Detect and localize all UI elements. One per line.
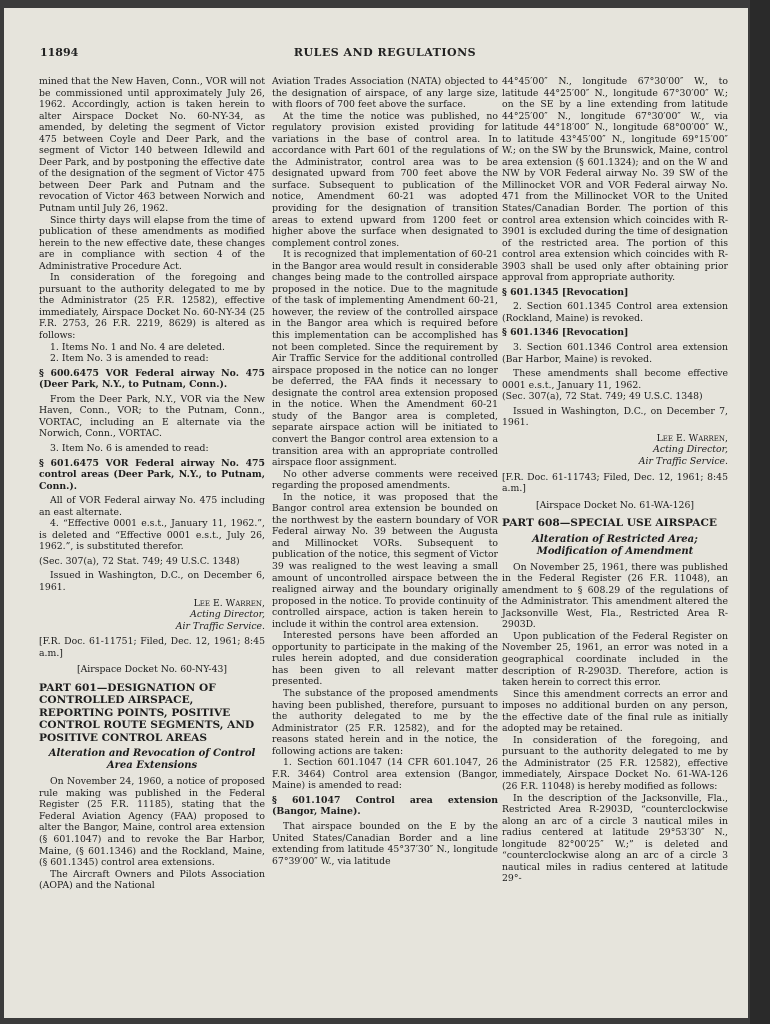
- part-heading: PART 608—SPECIAL USE AIRSPACE: [502, 517, 717, 530]
- section-heading: § 601.1345 [Revocation]: [502, 286, 629, 298]
- column-left: [39, 76, 265, 892]
- scan-edge: [750, 0, 770, 1024]
- docket-number: [Airspace Docket No. 61-WA-126]: [535, 499, 695, 511]
- signature-title: Acting Director,: [653, 444, 728, 456]
- citation: (Sec. 307(a), 72 Stat. 749; 49 U.S.C. 1348): [502, 391, 703, 403]
- part-heading: PART 601—DESIGNATION OF CONTROLLED AIRSPACE, REPORTING POINTS, POSITIVE CONTROL ROUTE SEGMENTS, AND POSITIVE CONTROL AREAS: [39, 681, 255, 744]
- paragraph: It is recognized that implementation of 60-21 in the Bangor area would result in considerable changes being made to the controlled airspace proposed in the notice. Due to the magnitude of the task of implementing Amendment 60-21, however, the review of the controlled airspace in the Bangor area which is required before this implementation can be accomplished has not been completed. Since the requirement by Air Traffic Service for the additional controlled airspace proposed in the notice can no longer be deferred, the FAA finds it necessary to designate the control area extension proposed in the notice. When the Amendment 60-21 study of the Bangor area is completed, separate airspace action will be initiated to convert the Bangor control area extension to a transition area with an appropriate controlled airspace floor assignment.: [272, 249, 498, 469]
- issued-line: Issued in Washington, D.C., on December 7, 1961.: [502, 405, 728, 429]
- running-head: RULES AND REGULATIONS: [293, 46, 477, 59]
- signature-office: Air Traffic Service.: [638, 455, 728, 467]
- signature-name: Lee E. Warren,: [656, 432, 728, 444]
- page: [4, 8, 748, 1018]
- paragraph: Since this amendment corrects an error and imposes no additional burden on any person, the effective date of the final rule as initially adopted may be retained.: [502, 688, 728, 735]
- paragraph: Since thirty days will elapse from the time of publication of these amendments as modified herein to the new effective date, these changes are in compliance with section 4 of the Administrative Procedure Act.: [39, 214, 265, 272]
- section-heading: § 601.1047 Control area extension (Bangor, Maine).: [272, 794, 498, 818]
- paragraph: These amendments shall become effective 0001 e.s.t., January 11, 1962.: [502, 368, 728, 391]
- citation: (Sec. 307(a), 72 Stat. 749; 49 U.S.C. 1348): [39, 555, 240, 567]
- page-number: 11894: [40, 46, 79, 59]
- section-heading: § 601.6475 VOR Federal airway No. 475 control areas (Deer Park, N.Y., to Putnam, Conn.).: [39, 457, 265, 492]
- paragraph: 3. Section 601.1346 Control area extension (Bar Harbor, Maine) is revoked.: [502, 342, 728, 365]
- paragraph: That airspace bounded on the E by the United States/Canadian Border and a line extending from latitude 45°37′30″ N., longitude 67°39′00″ W., via latitude: [272, 821, 498, 867]
- fr-doc-note: [F.R. Doc. 61-11743; Filed, Dec. 12, 1961; 8:45 a.m.]: [502, 471, 728, 495]
- column-middle: [272, 76, 498, 867]
- subheading: Alteration of Restricted Area; Modification of Amendment: [532, 533, 698, 557]
- section-heading: § 601.1346 [Revocation]: [502, 327, 629, 339]
- list-item: 4. “Effective 0001 e.s.t., January 11, 1962.”, is deleted and “Effective 0001 e.s.t., July 26, 1962.”, is substituted therefor.: [39, 518, 265, 553]
- paragraph: Interested persons have been afforded an opportunity to participate in the making of the rules herein adopted, and due consideration has been given to all relevant matter presented.: [272, 630, 498, 688]
- signature-title: Acting Director,: [190, 609, 265, 621]
- section-heading: § 600.6475 VOR Federal airway No. 475 (Deer Park, N.Y., to Putnam, Conn.).: [39, 367, 265, 391]
- page-header: [40, 46, 730, 62]
- paragraph: In consideration of the foregoing and pursuant to the authority delegated to me by the Administrator (25 F.R. 12582), effective immediately, Airspace Docket No. 60-NY-34 (25 F.R. 2753, 26 F.R. 2219, 8629) is altered as follows:: [39, 272, 265, 342]
- paragraph: From the Deer Park, N.Y., VOR via the New Haven, Conn., VOR; to the Putnam, Conn., VORTAC, including an E alternate via the Norwich, Conn., VORTAC.: [39, 393, 265, 440]
- paragraph: 1. Section 601.1047 (14 CFR 601.1047, 26 F.R. 3464) Control area extension (Bangor, Maine) is amended to read:: [272, 757, 498, 792]
- fr-doc-note: [F.R. Doc. 61-11751; Filed, Dec. 12, 1961; 8:45 a.m.]: [39, 636, 265, 659]
- docket-number: [Airspace Docket No. 60-NY-43]: [76, 664, 228, 676]
- list-item: 2. Item No. 3 is amended to read:: [50, 353, 209, 365]
- list-item: 3. Item No. 6 is amended to read:: [50, 442, 209, 454]
- paragraph: Upon publication of the Federal Register on November 25, 1961, an error was noted in a geographical coordinate included in the description of R-2903D. Therefore, action is taken herein to correct this error.: [502, 630, 728, 689]
- paragraph: At the time the notice was published, no regulatory provision existed providing for variations in the base of control area. In accordance with Part 601 of the regulations of the Administrator, control area was to be designated upward from 700 feet above the surface. Subsequent to publication of the notice, Amendment 60-21 was adopted providing for the designation of transition areas to extend upward from 1200 feet or higher above the surface when designated to complement control zones.: [272, 110, 498, 249]
- paragraph: In the notice, it was proposed that the Bangor control area extension be bounded on the northwest by the eastern boundary of VOR Federal airway No. 39 between the Augusta and Millinocket VORs. Subsequent to publication of the notice, this segment of Victor 39 was realigned to the west leaving a small amount of uncontrolled airspace between the realigned airway and the boundary originally proposed in the notice. To provide continuity of controlled airspace, action is taken herein to include it within the control area extension.: [272, 491, 498, 630]
- list-item: 1. Items No. 1 and No. 4 are deleted.: [50, 341, 225, 353]
- paragraph: The Aircraft Owners and Pilots Association (AOPA) and the National: [39, 868, 265, 892]
- signature-office: Air Traffic Service.: [175, 620, 265, 632]
- paragraph: In the description of the Jacksonville, Fla., Restricted Area R-2903D, “counterclockwise along an arc of a circle 3 nautical miles in radius centered at latitude 29°53′30″ N., longitude 82°00′25″ W.;” is deleted and “counterclockwise along an arc of a circle 3 nautical miles in radius centered at latitude 29°-: [502, 792, 728, 885]
- paragraph: All of VOR Federal airway No. 475 including an east alternate.: [39, 495, 265, 518]
- issued-line: Issued in Washington, D.C., on December 6, 1961.: [39, 570, 265, 593]
- paragraph: On November 24, 1960, a notice of proposed rule making was published in the Federal Register (25 F.R. 11185), stating that the Federal Aviation Agency (FAA) proposed to alter the Bangor, Maine, control area extension (§ 601.1047) and to revoke the Bar Harbor, Maine, (§ 601.1346) and the Rockland, Maine, (§ 601.1345) control area extensions.: [39, 776, 265, 869]
- signature-name: Lee E. Warren,: [193, 597, 265, 609]
- paragraph: 44°45′00″ N., longitude 67°30′00″ W., to latitude 44°25′00″ N., longitude 67°30′00″ W.; on the SE by a line extending from latitude 44°25′00″ N., longitude 67°30′00″ W., via latitude 44°18′00″ N., longitude 68°00′00″ W., to latitude 43°45′00″ N., longitude 69°15′00″ W.; on the SW by the Brunswick, Maine, control area extension (§ 601.1324); and on the W and NW by VOR Federal airway No. 39 SW of the Millinocket VOR and VOR Federal airway No. 471 from the Millinocket VOR to the United States/Canadian Border. The portion of this control area extension which coincides with R-3901 is excluded during the time of designation of the restricted area. The portion of this control area extension which coincides with R-3903 shall be used only after obtaining prior approval from appropriate authority.: [502, 76, 728, 284]
- paragraph: The substance of the proposed amendments having been published, therefore, pursuant to the authority delegated to me by the Administrator (25 F.R. 12582), and for the reasons stated herein and in the notice, the following actions are taken:: [272, 687, 498, 757]
- paragraph: Aviation Trades Association (NATA) objected to the designation of airspace, of any large size, with floors of 700 feet above the surface.: [272, 76, 498, 111]
- paragraph: In consideration of the foregoing, and pursuant to the authority delegated to me by the Administrator (25 F.R. 12582), effective immediately, Airspace Docket No. 61-WA-126 (26 F.R. 11048) is hereby modified as follows:: [502, 734, 728, 793]
- paragraph: On November 25, 1961, there was published in the Federal Register (26 F.R. 11048), an amendment to § 608.29 of the regulations of the Administrator. This amendment altered the Jacksonville West, Fla., Restricted Area R-2903D.: [502, 561, 728, 631]
- paragraph: No other adverse comments were received regarding the proposed amendments.: [272, 468, 498, 492]
- column-right: [502, 76, 728, 885]
- subheading: Alteration and Revocation of Control Area Extensions: [48, 748, 256, 772]
- paragraph: mined that the New Haven, Conn., VOR will not be commissioned until approximately July 26, 1962. Accordingly, action is taken herein to alter Airspace Docket No. 60-NY-34, as amended, by deleting the segment of Victor 475 between Coyle and Deer Park, and the segment of Victor 140 between Idlewild and Deer Park, and by postponing the effective date of the designation of the segment of Victor 475 between Deer Park and Putnam and the revocation of Victor 463 between Norwich and Putnam until July 26, 1962.: [39, 76, 266, 215]
- paragraph: 2. Section 601.1345 Control area extension (Rockland, Maine) is revoked.: [502, 301, 728, 324]
